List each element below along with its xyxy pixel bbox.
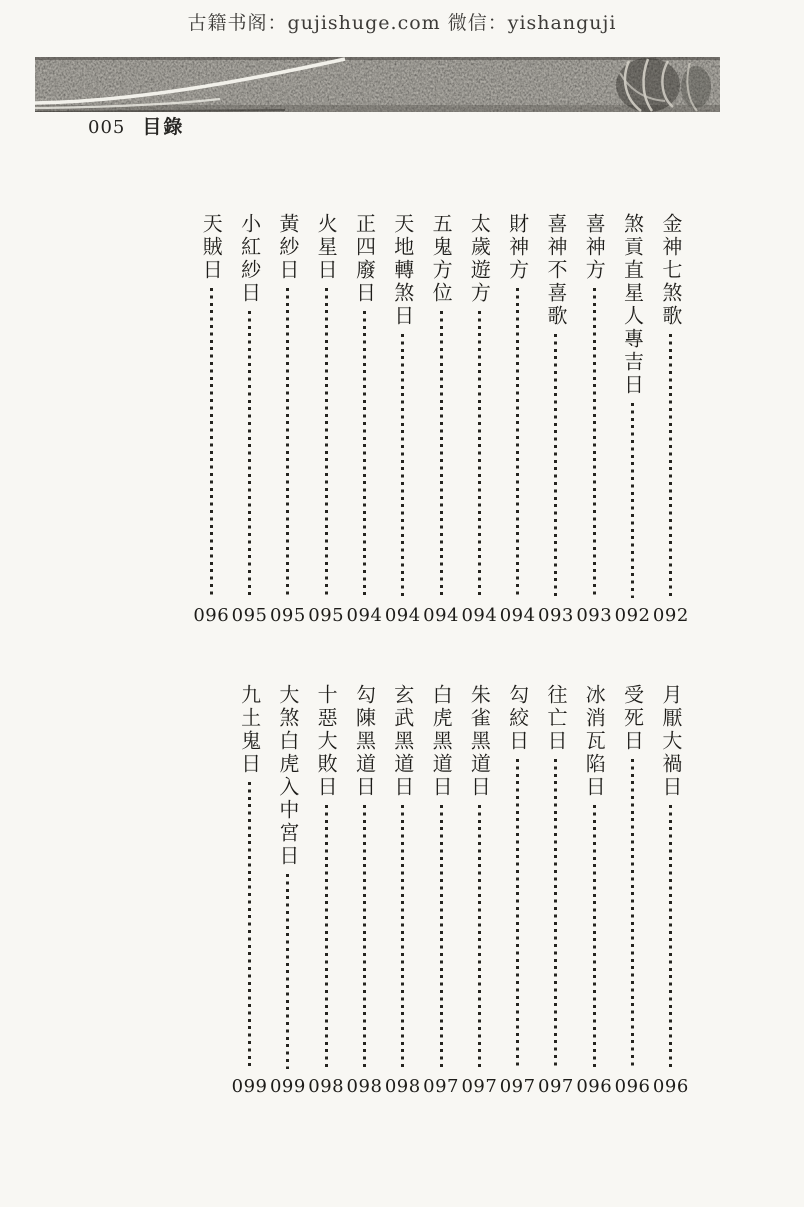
toc-block-2 xyxy=(230,684,690,1098)
toc-dotted-leader xyxy=(286,288,289,598)
toc-dotted-leader xyxy=(363,805,366,1069)
toc-entry-title: 白虎黑道日 xyxy=(429,684,454,799)
page-number: 005 xyxy=(88,117,126,138)
toc-entry-page: 097 xyxy=(461,1076,498,1098)
toc-dotted-leader xyxy=(325,288,328,598)
toc-dotted-leader xyxy=(669,805,672,1069)
toc-dotted-leader xyxy=(554,334,557,598)
toc-dotted-leader xyxy=(669,334,672,598)
toc-entry-title: 玄武黑道日 xyxy=(390,684,415,799)
toc-dotted-leader xyxy=(516,288,519,598)
toc-entry xyxy=(422,684,460,1098)
toc-entry-page: 097 xyxy=(499,1076,536,1098)
toc-dotted-leader xyxy=(363,311,366,598)
toc-block-1 xyxy=(192,213,690,627)
toc-entry-page: 094 xyxy=(499,605,536,627)
toc-entry-title: 煞貢直星人專吉日 xyxy=(620,213,645,397)
toc-entry-page: 095 xyxy=(308,605,345,627)
toc-entry-title: 大煞白虎入中宮日 xyxy=(275,684,300,868)
toc-entry-title: 朱雀黑道日 xyxy=(467,684,492,799)
toc-entry-title: 勾絞日 xyxy=(505,684,530,753)
toc-entry-page: 094 xyxy=(423,605,459,627)
toc-dotted-leader xyxy=(593,805,596,1069)
toc-entry xyxy=(269,213,307,627)
toc-entry-page: 092 xyxy=(614,605,651,627)
toc-entry-title: 黃紗日 xyxy=(275,213,300,282)
toc-dotted-leader xyxy=(478,805,481,1069)
toc-entry-page: 099 xyxy=(269,1076,306,1098)
toc-entry-page: 092 xyxy=(652,605,689,627)
toc-dotted-leader xyxy=(440,311,443,598)
toc-entry-title: 九土鬼日 xyxy=(237,684,262,776)
toc-entry-page: 096 xyxy=(576,1076,613,1098)
toc-entry xyxy=(499,213,537,627)
toc-dotted-leader xyxy=(478,311,481,598)
toc-entry-page: 097 xyxy=(538,1076,574,1098)
toc-entry xyxy=(537,684,575,1098)
toc-entry-page: 094 xyxy=(384,605,421,627)
toc-entry-page: 098 xyxy=(384,1076,421,1098)
toc-dotted-leader xyxy=(401,805,404,1069)
toc-entry-page: 095 xyxy=(231,605,268,627)
toc-entry-title: 天賊日 xyxy=(199,213,224,282)
toc-entry-page: 098 xyxy=(308,1076,345,1098)
toc-dotted-leader xyxy=(516,759,519,1069)
toc-entry-page: 094 xyxy=(346,605,383,627)
toc-entry-title: 喜神方 xyxy=(582,213,607,282)
header-banner-image xyxy=(35,57,720,112)
toc-entry-page: 097 xyxy=(423,1076,459,1098)
toc-entry xyxy=(384,684,422,1098)
toc-entry-title: 財神方 xyxy=(505,213,530,282)
toc-entry xyxy=(575,684,613,1098)
toc-entry-title: 正四廢日 xyxy=(352,213,377,305)
toc-entry xyxy=(192,213,230,627)
toc-dotted-leader xyxy=(440,805,443,1069)
toc-entry-title: 小紅紗日 xyxy=(237,213,262,305)
page-header xyxy=(88,112,184,139)
page-title: 目錄 xyxy=(142,116,185,138)
toc-entry xyxy=(537,213,575,627)
toc-entry-page: 096 xyxy=(193,605,230,627)
toc-dotted-leader xyxy=(286,874,289,1069)
toc-entry xyxy=(499,684,537,1098)
toc-entry xyxy=(345,684,383,1098)
toc-entry-page: 096 xyxy=(652,1076,689,1098)
toc-dotted-leader xyxy=(593,288,596,598)
toc-entry-page: 099 xyxy=(231,1076,268,1098)
toc-entry-page: 093 xyxy=(576,605,613,627)
toc-entry-title: 冰消瓦陷日 xyxy=(582,684,607,799)
toc-entry-title: 五鬼方位 xyxy=(429,213,454,305)
toc-dotted-leader xyxy=(210,288,213,598)
toc-entry xyxy=(269,684,307,1098)
toc-entry-page: 093 xyxy=(538,605,574,627)
toc-entry-title: 十惡大敗日 xyxy=(314,684,339,799)
toc-entry xyxy=(230,684,268,1098)
toc-entry-title: 金神七煞歌 xyxy=(658,213,683,328)
toc-dotted-leader xyxy=(631,759,634,1069)
toc-entry xyxy=(307,684,345,1098)
site-watermark-text xyxy=(0,8,804,35)
toc-entry xyxy=(613,213,651,627)
toc-entry xyxy=(345,213,383,627)
toc-entry-title: 勾陳黑道日 xyxy=(352,684,377,799)
toc-entry-page: 098 xyxy=(346,1076,383,1098)
toc-entry-title: 受死日 xyxy=(620,684,645,753)
toc-entry-title: 月厭大禍日 xyxy=(658,684,683,799)
toc-entry xyxy=(652,684,690,1098)
toc-entry xyxy=(460,213,498,627)
toc-entry xyxy=(307,213,345,627)
toc-entry xyxy=(460,684,498,1098)
toc-entry xyxy=(384,213,422,627)
toc-entry xyxy=(422,213,460,627)
toc-entry-title: 喜神不喜歌 xyxy=(543,213,568,328)
toc-entry-page: 096 xyxy=(614,1076,651,1098)
toc-entry-title: 天地轉煞日 xyxy=(390,213,415,328)
toc-entry xyxy=(230,213,268,627)
toc-dotted-leader xyxy=(401,334,404,598)
toc-entry-title: 火星日 xyxy=(314,213,339,282)
toc-dotted-leader xyxy=(248,311,251,598)
toc-dotted-leader xyxy=(631,403,634,598)
toc-dotted-leader xyxy=(325,805,328,1069)
flower-icon xyxy=(616,58,711,112)
toc-entry-title: 太歲遊方 xyxy=(467,213,492,305)
toc-entry xyxy=(652,213,690,627)
toc-entry-page: 094 xyxy=(461,605,498,627)
toc-dotted-leader xyxy=(248,782,251,1069)
toc-entry xyxy=(575,213,613,627)
toc-entry-page: 095 xyxy=(269,605,306,627)
watermark-label: 古籍书阁：gujishuge.com 微信：yishanguji xyxy=(187,12,617,34)
toc-dotted-leader xyxy=(554,759,557,1069)
toc-entry-title: 往亡日 xyxy=(543,684,568,753)
toc-entry xyxy=(613,684,651,1098)
